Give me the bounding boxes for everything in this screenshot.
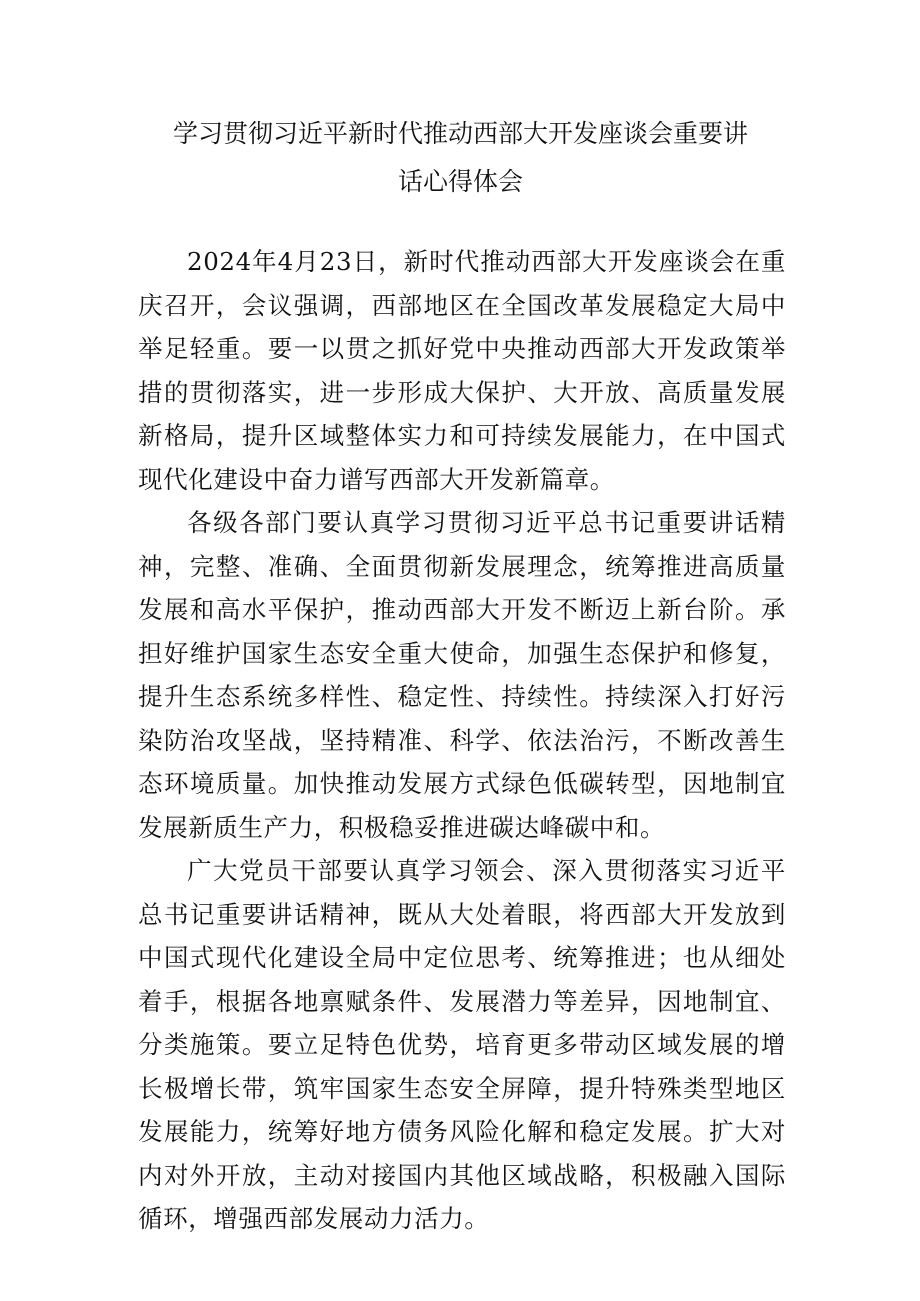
- document-title: [138, 110, 783, 206]
- paragraph-1: 2024年4月23日，新时代推动西部大开发座谈会在重庆召开，会议强调，西部地区在全国改革发展稳定大局中举足轻重。要一以贯之抓好党中央推动西部大开发政策举措的贯彻落实，进一步形成大保护、大开放、高质量发展新格局，提升区域整体实力和可持续发展能力，在中国式现代化建设中奋力谱写西部大开发新篇章。: [138, 247, 786, 494]
- paragraph-3: 广大党员干部要认真学习领会、深入贯彻落实习近平总书记重要讲话精神，既从大处着眼，将西部大开发放到中国式现代化建设全局中定位思考、统筹推进；也从细处着手，根据各地禀赋条件、发展潜力等差异，因地制宜、分类施策。要立足特色优势，培育更多带动区域发展的增长极增长带，筑牢国家生态安全屏障，提升特殊类型地区发展能力，统筹好地方债务风险化解和稳定发展。扩大对内对外开放，主动对接国内其他区域战略，积极融入国际循环，增强西部发展动力活力。: [138, 856, 786, 1233]
- title-line-1: 学习贯彻习近平新时代推动西部大开发座谈会重要讲: [172, 119, 748, 148]
- document-body: [138, 240, 786, 1241]
- paragraph-2: 各级各部门要认真学习贯彻习近平总书记重要讲话精神，完整、准确、全面贯彻新发展理念，统筹推进高质量发展和高水平保护，推动西部大开发不断迈上新台阶。承担好维护国家生态安全重大使命，加强生态保护和修复，提升生态系统多样性、稳定性、持续性。持续深入打好污染防治攻坚战，坚持精准、科学、依法治污，不断改善生态环境质量。加快推动发展方式绿色低碳转型，因地制宜发展新质生产力，积极稳妥推进碳达峰碳中和。: [138, 508, 786, 842]
- title-line-2: 话心得体会: [397, 167, 523, 196]
